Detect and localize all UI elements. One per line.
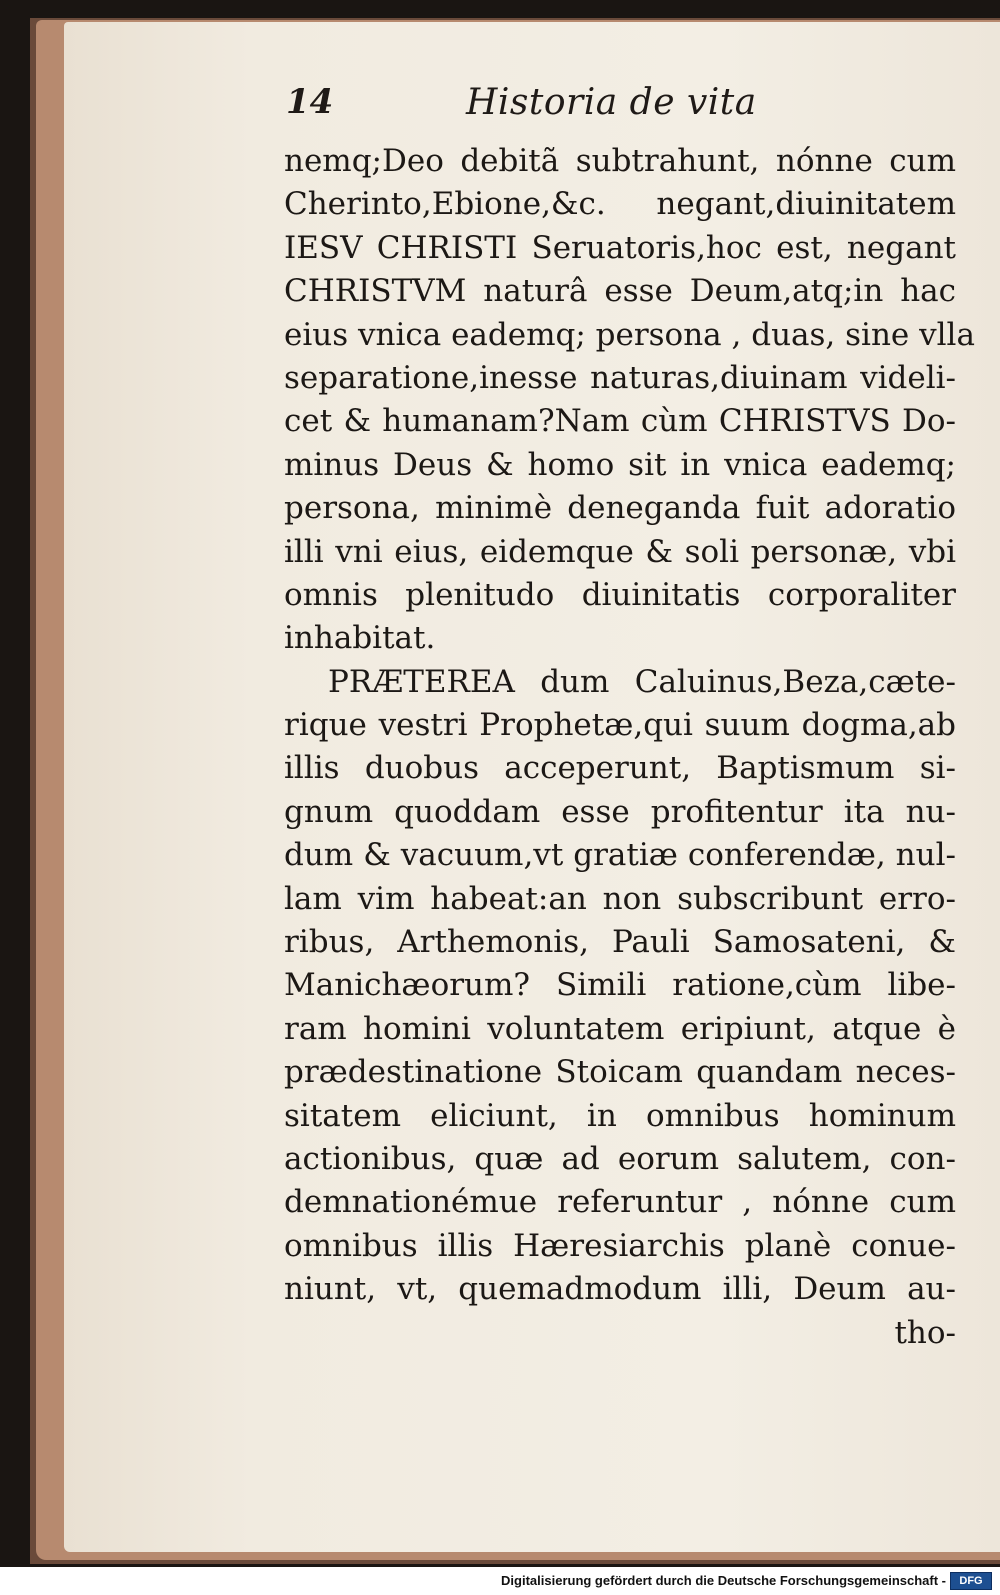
text-line: IESV CHRISTI Seruatoris,hoc est, negant [284,229,956,266]
text-line: PRÆTEREA dum Caluinus,Beza,cæte- [328,663,956,700]
text-line: illis duobus acceperunt, Baptismum si- [284,750,956,787]
text-line: ram homini voluntatem eripiunt, atque è [284,1010,956,1047]
text-line: minus Deus & homo sit in vnica eademq; [284,446,956,483]
text-line: CHRISTVM naturâ esse Deum,atq;in hac [284,273,956,310]
text-line: dum & vacuum,vt gratiæ conferendæ, nul- [284,837,956,874]
text-line: illi vni eius, eidemque & soli personæ, vbi [284,533,956,570]
text-line: gnum quoddam esse profitentur ita nu- [284,793,956,830]
page-number: 14 [286,82,334,122]
text-line: rique vestri Prophetæ,qui suum dogma,ab [284,707,956,744]
text-line: niunt, vt, quemadmodum illi, Deum au- [284,1271,956,1308]
running-head [286,82,936,132]
running-title: Historia de vita [466,82,757,123]
text-line: persona, minimè deneganda fuit adoratio [284,490,956,527]
text-line: separatione,inesse naturas,diuinam videli- [284,359,956,396]
text-line: actionibus, quæ ad eorum salutem, con- [284,1140,956,1177]
text-line: inhabitat. [284,620,436,657]
dfg-logo: DFG [950,1572,992,1590]
text-line: omnibus illis Hæresiarchis planè conue- [284,1227,956,1264]
text-line: sitatem eliciunt, in omnibus hominum [284,1097,956,1134]
text-line: Cherinto,Ebione,&c. negant,diuinitatem [284,186,956,223]
catchword: tho- [894,1314,956,1351]
text-line: lam vim habeat:an non subscribunt erro- [284,880,956,917]
text-line: demnationémue referuntur , nónne cum [284,1184,956,1221]
text-line: ribus, Arthemonis, Pauli Samosateni, & [284,924,956,961]
body-text [284,140,975,1355]
funding-notice: Digitalisierung gefördert durch die Deutsche Forschungsgemeinschaft - [501,1573,946,1588]
text-line: prædestinatione Stoicam quandam neces- [284,1054,956,1091]
text-line: Manichæorum? Simili ratione,cùm libe- [284,967,956,1004]
text-line: eius vnica eademq; persona , duas, sine vlla [284,316,975,353]
text-line: cet & humanam?Nam cùm CHRISTVS Do- [284,403,956,440]
digitization-footer [0,1567,1000,1595]
text-line: nemq;Deo debitã subtrahunt, nónne cum [284,143,956,179]
text-line: omnis plenitudo diuinitatis corporaliter [284,576,956,613]
